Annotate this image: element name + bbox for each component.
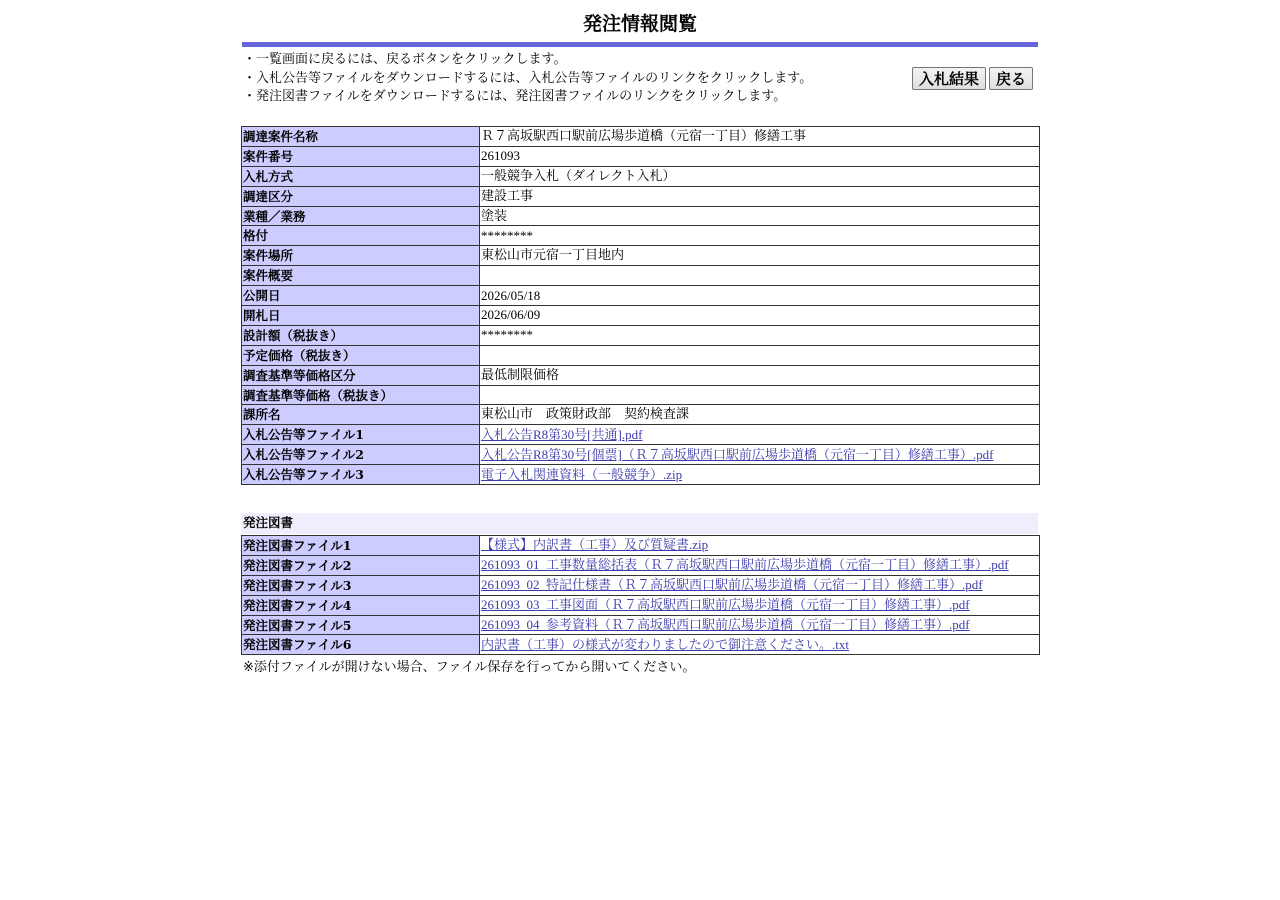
file-link[interactable]: 261093_04_参考資料（Ｒ７高坂駅西口駅前広場歩道橋（元宿一丁目）修繕工事）.pdf: [481, 617, 970, 632]
row-value-cell: [480, 365, 1040, 385]
action-buttons: [912, 67, 1033, 90]
row-label: 調査基準等価格区分: [242, 365, 480, 385]
table-row: [242, 345, 1040, 365]
table-row: [242, 536, 1040, 556]
row-label: 案件番号: [242, 146, 480, 166]
row-value-cell: [480, 615, 1040, 635]
file-link[interactable]: 電子入札関連資料（一般競争）.zip: [481, 466, 683, 482]
row-label: 案件概要: [242, 266, 480, 286]
row-value: 最低制限価格: [481, 367, 560, 383]
row-value-cell: [480, 635, 1040, 655]
row-label: 格付: [242, 226, 480, 246]
instruction-line: ・一覧画面に戻るには、戻るボタンをクリックします。: [243, 52, 567, 67]
table-row: [242, 127, 1040, 147]
row-label: 発注図書ファイル4: [242, 595, 480, 615]
file-link[interactable]: 入札公告R8第30号[共通].pdf: [481, 426, 643, 442]
row-value: ********: [481, 327, 533, 343]
row-label: 設計額（税抜き）: [242, 325, 480, 345]
instruction-line: ・発注図書ファイルをダウンロードするには、発注図書ファイルのリンクをクリックします。: [243, 89, 787, 104]
row-label: 入札公告等ファイル3: [242, 465, 480, 485]
table-row: [242, 425, 1040, 445]
table-row: [242, 325, 1040, 345]
table-row: [242, 385, 1040, 405]
back-button[interactable]: 戻る: [989, 67, 1033, 90]
file-link[interactable]: 【様式】内訳書（工事）及び質疑書.zip: [481, 537, 709, 553]
row-value: 261093: [481, 148, 520, 164]
row-label: 調査基準等価格（税抜き）: [242, 385, 480, 405]
row-value-cell: [480, 425, 1040, 445]
row-value: 東松山市 政策財政部 契約検査課: [481, 407, 690, 423]
table-row: [242, 306, 1040, 326]
row-value-cell: [480, 445, 1040, 465]
row-value-cell: [480, 206, 1040, 226]
row-value: ********: [481, 227, 533, 243]
instructions: [243, 51, 903, 107]
row-label: 発注図書ファイル6: [242, 635, 480, 655]
file-link[interactable]: 内訳書（工事）の様式が変わりましたので御注意ください。.txt: [481, 636, 849, 652]
row-value-cell: [480, 146, 1040, 166]
row-value-cell: [480, 186, 1040, 206]
page-title: 発注情報閲覧: [582, 13, 697, 35]
drawings-heading: 発注図書: [241, 513, 1038, 534]
row-value: 東松山市元宿一丁目地内: [481, 248, 625, 264]
row-value: 2026/05/18: [481, 287, 541, 303]
table-row: [242, 246, 1040, 266]
row-value-cell: [480, 226, 1040, 246]
row-value-cell: [480, 266, 1040, 286]
file-link[interactable]: 261093_01_工事数量総括表（Ｒ７高坂駅西口駅前広場歩道橋（元宿一丁目）修繕工事）.pdf: [481, 557, 1009, 573]
drawings-table: [241, 535, 1040, 655]
table-row: [242, 575, 1040, 595]
file-link[interactable]: 261093_02_特記仕様書（Ｒ７高坂駅西口駅前広場歩道橋（元宿一丁目）修繕工事）.pdf: [481, 577, 983, 593]
table-row: [242, 286, 1040, 306]
row-label: 発注図書ファイル5: [242, 615, 480, 635]
row-label: 課所名: [242, 405, 480, 425]
row-value: 塗装: [481, 208, 508, 224]
row-label: 予定価格（税抜き）: [242, 345, 480, 365]
row-value-cell: [480, 385, 1040, 405]
row-label: 入札公告等ファイル2: [242, 445, 480, 465]
row-value-cell: [480, 306, 1040, 326]
row-label: 発注図書ファイル1: [242, 536, 480, 556]
row-value-cell: [480, 286, 1040, 306]
table-row: [242, 365, 1040, 385]
row-value-cell: [480, 555, 1040, 575]
row-value: 建設工事: [481, 188, 534, 204]
row-value-cell: [480, 345, 1040, 365]
row-label: 業種／業務: [242, 206, 480, 226]
row-value-cell: [480, 166, 1040, 186]
row-label: 開札日: [242, 306, 480, 326]
row-value-cell: [480, 325, 1040, 345]
bid-results-button[interactable]: 入札結果: [912, 67, 986, 90]
row-value: 一般競争入札（ダイレクト入札）: [481, 168, 676, 184]
table-row: [242, 226, 1040, 246]
title-divider: [242, 42, 1038, 47]
file-link[interactable]: 261093_03_工事図面（Ｒ７高坂駅西口駅前広場歩道橋（元宿一丁目）修繕工事）.pdf: [481, 597, 970, 613]
table-row: [242, 555, 1040, 575]
table-row: [242, 445, 1040, 465]
row-value-cell: [480, 595, 1040, 615]
row-value: 2026/06/09: [481, 307, 541, 323]
table-row: [242, 405, 1040, 425]
row-label: 入札方式: [242, 166, 480, 186]
row-label: 調達区分: [242, 186, 480, 206]
row-label: 発注図書ファイル2: [242, 555, 480, 575]
table-row: [242, 266, 1040, 286]
row-value-cell: [480, 536, 1040, 556]
file-link[interactable]: 入札公告R8第30号[個票]（Ｒ７高坂駅西口駅前広場歩道橋（元宿一丁目）修繕工事）.pdf: [481, 446, 994, 462]
row-label: 入札公告等ファイル1: [242, 425, 480, 445]
table-row: [242, 635, 1040, 655]
table-row: [242, 166, 1040, 186]
table-row: [242, 615, 1040, 635]
row-label: 案件場所: [242, 246, 480, 266]
table-row: [242, 186, 1040, 206]
table-row: [242, 595, 1040, 615]
row-label: 発注図書ファイル3: [242, 575, 480, 595]
row-value-cell: [480, 575, 1040, 595]
row-value: Ｒ７高坂駅西口駅前広場歩道橋（元宿一丁目）修繕工事: [481, 128, 807, 144]
details-table: [241, 126, 1040, 485]
attachment-note: ※添付ファイルが開けない場合、ファイル保存を行ってから開いてください。: [243, 660, 696, 675]
table-row: [242, 146, 1040, 166]
table-row: [242, 465, 1040, 485]
table-row: [242, 206, 1040, 226]
row-value-cell: [480, 465, 1040, 485]
row-label: 調達案件名称: [242, 127, 480, 147]
row-value-cell: [480, 127, 1040, 147]
row-value-cell: [480, 405, 1040, 425]
row-label: 公開日: [242, 286, 480, 306]
instruction-line: ・入札公告等ファイルをダウンロードするには、入札公告等ファイルのリンクをクリックします。: [243, 70, 813, 86]
row-value-cell: [480, 246, 1040, 266]
